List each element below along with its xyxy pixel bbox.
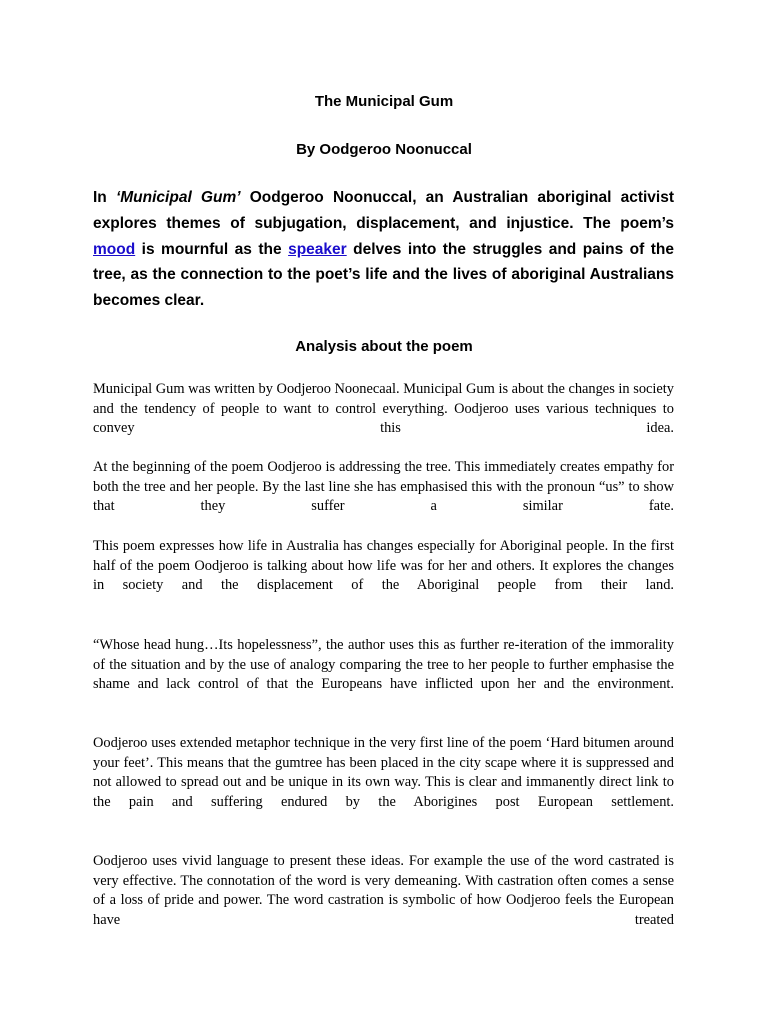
document-byline: By Oodgeroo Noonuccal xyxy=(296,141,472,158)
intro-paragraph xyxy=(93,185,674,314)
body-paragraph-3: This poem expresses how life in Australia has changes especially for Aboriginal people. In the first half of the poem Oodjeroo is talking about how life was for her and others. It explores the changes in society and the displacement of the Aboriginal people from their land. xyxy=(93,538,674,594)
intro-text-2: is mournful as the xyxy=(135,240,289,258)
intro-in: In xyxy=(93,189,107,206)
body-paragraph-4: “Whose head hung…Its hopelessness”, the author uses this as further re-iteration of the immorality of the situation and by the use of analogy comparing the tree to her people to further emphasise the shame and lack control of that the Europeans have inflicted upon her and the environment. xyxy=(93,637,674,693)
intro-text-3: delves into the struggles and pains of the tree, as the connection to the poet’s life and the lives of aboriginal Australians becomes clear. xyxy=(93,240,675,310)
intro-text-1: Oodgeroo Noonuccal, an Australian aboriginal activist explores themes of subjugation, displacement, and injustice. The poem’s xyxy=(93,189,675,232)
body-paragraph-5: Oodjeroo uses extended metaphor technique in the very first line of the poem ‘Hard bitumen around your feet’. This means that the gumtree has been placed in the city scape where it is suppressed and not allowed to spread out and be unique in its own way. This is clear and immanently direct link to the pain and suffering endured by the Aborigines post European settlement. xyxy=(93,735,674,810)
mood-link[interactable]: mood xyxy=(93,240,136,258)
intro-work-title: ‘Municipal Gum’ xyxy=(115,189,241,206)
body-paragraph-1: Municipal Gum was written by Oodjeroo Noonecaal. Municipal Gum is about the changes in society and the tendency of people to want to control everything. Oodjeroo uses various techniques to convey this idea. xyxy=(93,381,674,437)
body-paragraph-2: At the beginning of the poem Oodjeroo is addressing the tree. This immediately creates empathy for both the tree and her people. By the last line she has emphasised this with the pronoun “us” to show that they suffer a similar fate. xyxy=(93,459,674,515)
speaker-link[interactable]: speaker xyxy=(288,240,347,258)
document-title: The Municipal Gum xyxy=(314,93,454,110)
body-paragraph-6: Oodjeroo uses vivid language to present these ideas. For example the use of the word castrated is very effective. The connotation of the word is very demeaning. With castration often comes a sense of a loss of pride and power. The word castration is symbolic of how Oodjeroo feels the European have treated xyxy=(93,853,674,928)
analysis-heading: Analysis about the poem xyxy=(295,338,473,355)
